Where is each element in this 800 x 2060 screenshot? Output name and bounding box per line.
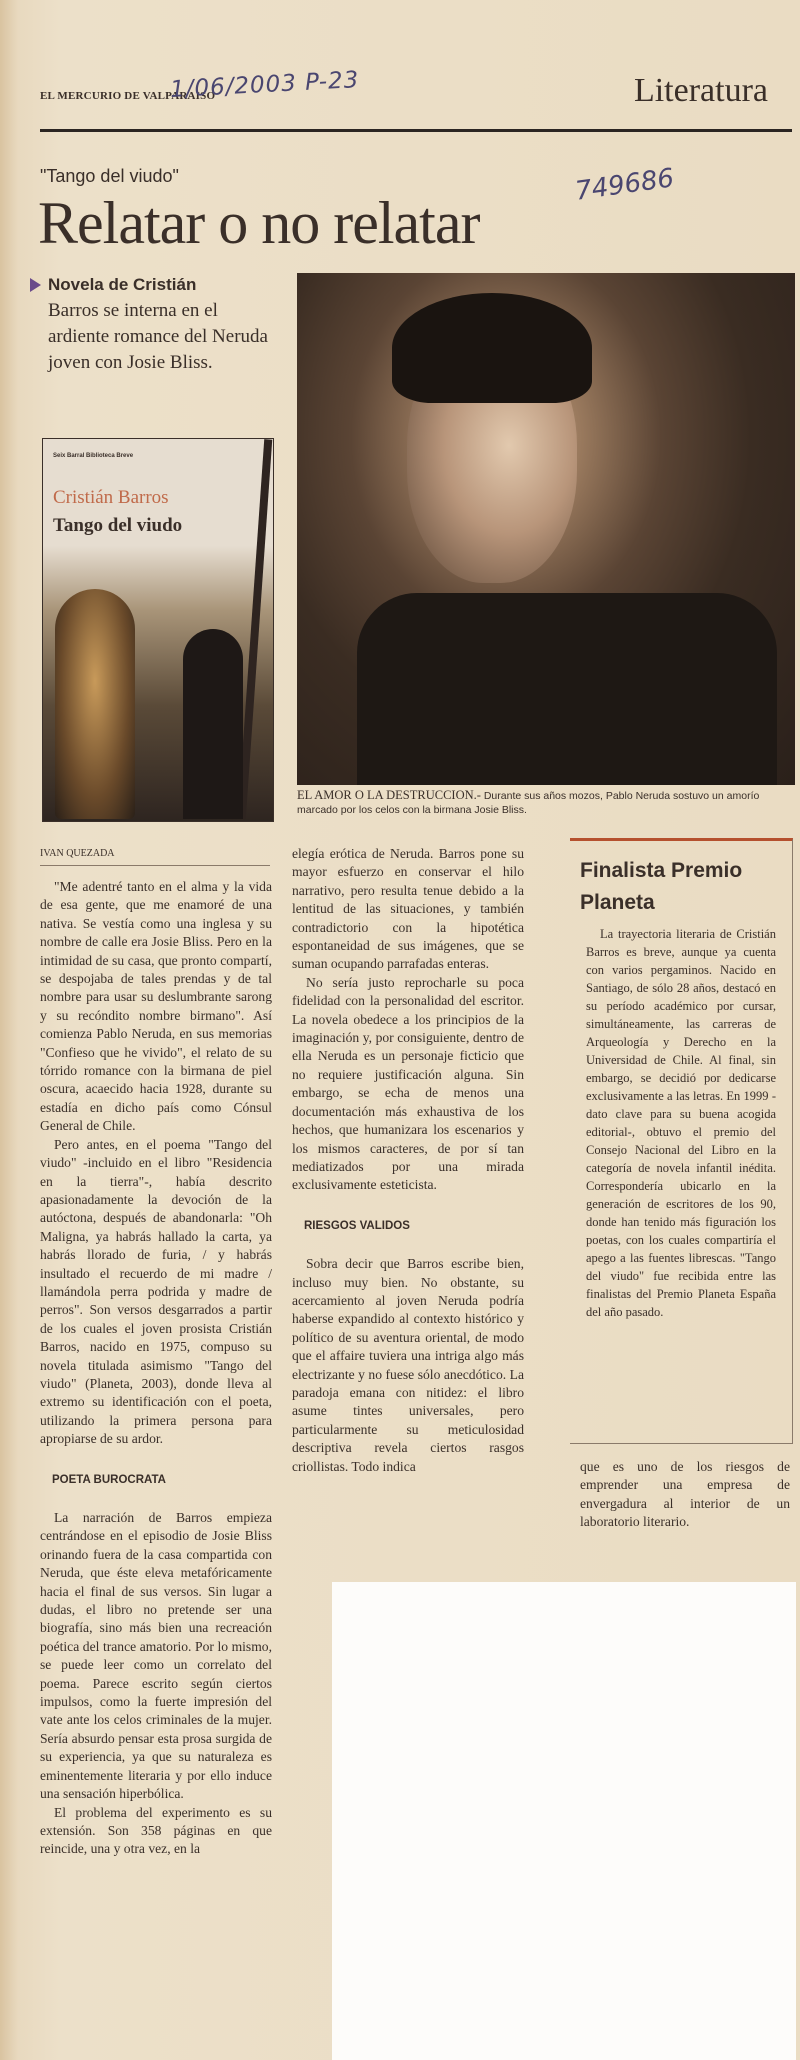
section-title: Literatura	[633, 72, 768, 109]
column-2	[292, 845, 524, 1476]
article-deck	[48, 272, 268, 376]
paragraph: La trayectoria literaria de Cristián Barros es breve, aunque ya cuenta con varios pergaminos. Nacido en Santiago, de sólo 28 años, destacó en su período académico por cursar, simultáneamente, las carreras de Arqueología y Derecho en la Universidad de Chile. Al final, sin embargo, se decidió por dedicarse exclusivamente a las letras. En 1999 -dato clave para su buena acogida editorial-, obtuvo el premio del Consejo Nacional del Libro en la categoría de novela infantil inédita. Correspondería ubicarlo en la generación de escritores de los 90, donde han tenido más figuración los poetas, con los cuales compartiría el apego a las fuentes librescas. "Tango del viudo" fue recibida entre las finalistas del Premio Planeta España del año pasado.	[586, 927, 776, 1319]
deck-lead: Novela de Cristián	[48, 275, 197, 294]
arrow-bullet-icon	[30, 278, 41, 292]
cover-author: Cristián Barros	[53, 487, 169, 508]
sidebar-box	[570, 838, 793, 1444]
newspaper-masthead: EL MERCURIO DE VALPARAISO	[40, 90, 216, 102]
sidebar-title: Finalista Premio Planeta	[580, 859, 743, 914]
paragraph: "Me adentré tanto en el alma y la vida de esa gente, que me enamoré de una nativa. Se vestía como una inglesa y su nombre de calle era Josie Bliss. Pero en la intimidad de su casa, que pronto compartí, se despojaba de tales prendas y de tal nombre para usar su deslumbrante sarong y su recóndito nombre birmano". Así comienza Pablo Neruda, en sus memorias "Confieso que he vivido", el relato de su tórrido romance con la birmana de piel oscura, acaecido hacia 1928, durante su estadía en dicho país como Cónsul General de Chile.	[40, 879, 272, 1134]
cover-publisher: Seix Barral Biblioteca Breve	[53, 453, 134, 459]
blank-area	[332, 1582, 796, 2060]
subheading: POETA BUROCRATA	[52, 1473, 166, 1486]
caption-lead: EL AMOR O LA DESTRUCCION.-	[297, 788, 481, 802]
buddha-figure	[55, 589, 135, 819]
byline: IVAN QUEZADA	[40, 848, 270, 866]
column-1	[40, 878, 272, 1859]
book-cover-image	[42, 438, 274, 822]
header-rule	[40, 129, 792, 132]
paragraph: No sería justo reprocharle su poca fidelidad con la personalidad del escritor. La novela obedece a los principios de la imaginación y, por consiguiente, dentro de ella Neruda es un personaje ficticio que no requiere justificación alguna. Sin embargo, se echa de menos una documentación más exhaustiva de los hechos, que humanizara los escenarios y los mismos caracteres, de por sí tan mediatizados por una mirada exclusivamente esteticista.	[292, 974, 524, 1193]
paragraph: La narración de Barros empieza centrándose en el episodio de Josie Bliss orinando fuera de la casa compartida con Neruda, que éste eleva metafóricamente hacia el final de sus versos. Sin lugar a dudas, el libro no pretende ser una biografía, sino más bien una recreación poética del trance amatorio. Por lo mismo, se puede leer como un correlato del poema. Parece escrito según ciertos impulsos, como la fuerte impresión del vate ante los celos criminales de la mujer. Sería absurdo pensar esta prosa surgida de su experiencia, ya que su naturaleza es eminentemente literaria y por ello induce una sensación hiperbólica.	[40, 1510, 272, 1802]
neruda-portrait-photo	[297, 273, 795, 785]
paragraph: El problema del experimento es su extensión. Son 358 páginas en que reincide, una y otra vez, en la	[40, 1804, 272, 1857]
cover-title: Tango del viudo	[53, 515, 183, 536]
sidebar-text	[586, 925, 776, 1321]
paragraph: elegía erótica de Neruda. Barros pone su mayor esfuerzo en conservar el hilo narrativo, pero resulta tenue debido a la lentitud de las situaciones, y también contradictorio con la hipotética espontaneidad de sus imágenes, que se suman ocupando parrafadas enteras.	[292, 846, 524, 972]
paragraph: Pero antes, en el poema "Tango del viudo" -incluido en el libro "Residencia en la tierra"-, había descrito apasionadamente la devoción de la autóctona, después de abandonarla: "Oh Maligna, ya habrás hallado la carta, ya habrás llorado de furia, / y habrás insultado el recuerdo de mi madre / llamándola perra podrida y madre de perros". Son versos desgarrados a partir de los cuales el joven prosista Cristián Barros, nacido en 1975, compuso su novela titulada asimismo "Tango del viudo" (Planeta, 2003), donde lleva al extremo su identificación con el poeta, utilizando la primera persona para apropiarse de su ardor.	[40, 1136, 272, 1447]
subheading: RIESGOS VALIDOS	[304, 1219, 410, 1232]
photo-caption	[297, 788, 797, 817]
handwritten-code: 749686	[573, 163, 676, 207]
column-3-continuation	[580, 1458, 790, 1532]
deck-text: Barros se interna en el ardiente romance del Neruda joven con Josie Bliss.	[48, 300, 268, 373]
article-kicker: "Tango del viudo"	[40, 166, 179, 186]
paragraph: que es uno de los riesgos de emprender una empresa de envergadura al interior de un laboratorio literario.	[580, 1459, 790, 1530]
man-figure	[183, 629, 243, 819]
article-title: Relatar o no relatar	[38, 190, 480, 256]
paragraph: Sobra decir que Barros escribe bien, incluso muy bien. No obstante, su acercamiento al joven Neruda podría haberse expandido al contexto histórico y político de su aventura oriental, de modo que el affaire tuviera una intriga algo más electrizante y no fuese sólo anecdótico. La paradoja emana con nitidez: el libro asume tintes universales, pero particularmente su meticulosidad descriptiva revela ciertos rasgos criollistas. Todo indica	[292, 1256, 524, 1474]
handwritten-date: 1/06/2003 P-23	[169, 67, 360, 103]
photo-hair	[392, 293, 592, 403]
photo-body	[357, 593, 777, 785]
caption-text: Durante sus años mozos, Pablo Neruda sostuvo un amorío marcado por los celos con la birmana Josie Bliss.	[297, 790, 760, 816]
